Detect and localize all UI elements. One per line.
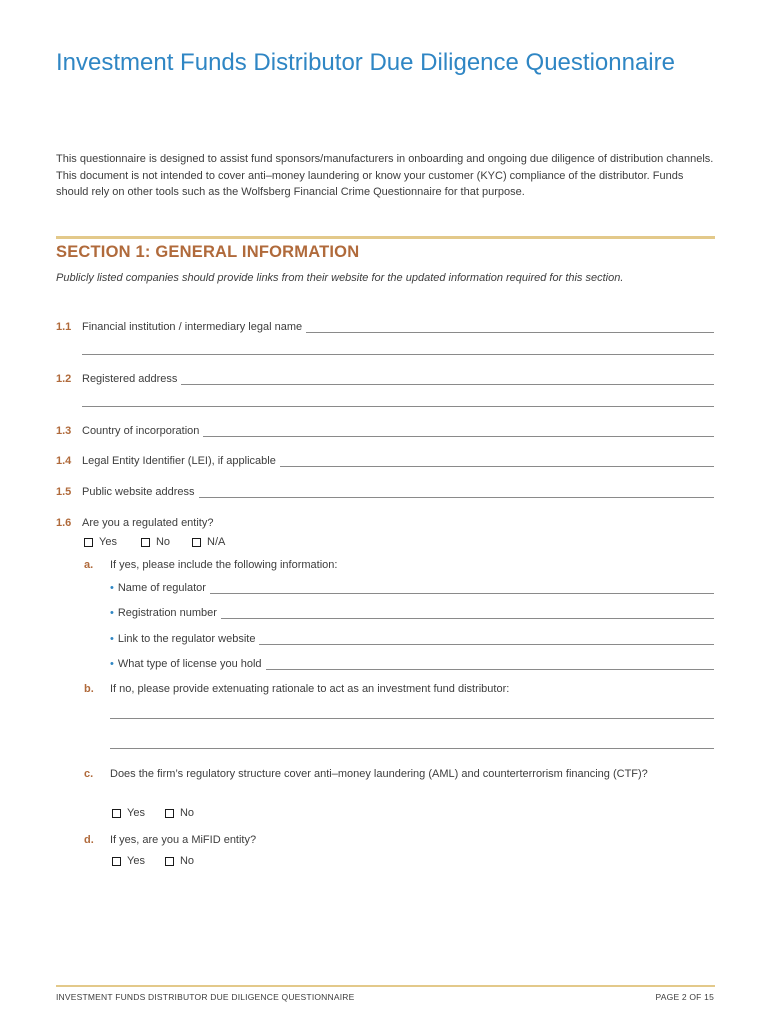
mifid-options (112, 853, 218, 869)
question-label: Registered address (82, 373, 178, 385)
bullet-icon: • (110, 633, 114, 645)
license-type-field[interactable] (266, 657, 714, 670)
license-type-row: • What type of license you hold (110, 654, 714, 670)
regulator-website-row: • Link to the regulator website (110, 629, 714, 645)
checkbox-icon[interactable] (112, 809, 121, 818)
question-1-6 (56, 513, 714, 529)
question-label: Legal Entity Identifier (LEI), if applicable (82, 455, 276, 467)
legal-name-field-line-2[interactable] (82, 354, 714, 355)
option-no[interactable]: No (165, 855, 194, 867)
regulator-website-field[interactable] (259, 632, 714, 645)
sub-question-c-text: Does the firm’s regulatory structure cover anti–money laundering (AML) and counterterrorism financing (CTF)? (110, 768, 648, 780)
checkbox-icon[interactable] (112, 857, 121, 866)
checkbox-icon[interactable] (192, 538, 201, 547)
checkbox-icon[interactable] (84, 538, 93, 547)
question-number: 1.2 (56, 373, 72, 385)
sub-question-letter-d: d. (84, 834, 94, 846)
document-title: Investment Funds Distributor Due Diligence Questionnaire (56, 49, 675, 76)
option-no[interactable]: No (141, 536, 170, 548)
sub-question-letter-c: c. (84, 768, 94, 780)
question-1-1 (56, 317, 714, 333)
option-yes[interactable]: Yes (84, 536, 117, 548)
checkbox-icon[interactable] (141, 538, 150, 547)
sub-question-letter-b: b. (84, 683, 94, 695)
question-1-3 (56, 421, 714, 437)
bullet-icon: • (110, 658, 114, 670)
question-label: Public website address (82, 486, 195, 498)
sub-question-letter-a: a. (84, 559, 94, 571)
aml-ctf-options (112, 805, 218, 821)
question-label: Country of incorporation (82, 425, 200, 437)
option-na[interactable]: N/A (192, 536, 225, 548)
footer-document-name: INVESTMENT FUNDS DISTRIBUTOR DUE DILIGENCE QUESTIONNAIRE (56, 992, 355, 1002)
question-1-5 (56, 482, 714, 498)
footer-divider (56, 985, 715, 987)
bullet-icon: • (110, 582, 114, 594)
question-1-2 (56, 369, 714, 385)
option-yes[interactable]: Yes (112, 855, 145, 867)
regulator-name-row: • Name of regulator (110, 578, 714, 594)
question-number: 1.4 (56, 455, 72, 467)
checkbox-icon[interactable] (165, 857, 174, 866)
question-1-4 (56, 451, 714, 467)
registration-number-row: • Registration number (110, 603, 714, 619)
question-number: 1.5 (56, 486, 72, 498)
lei-field[interactable] (280, 454, 714, 467)
regulated-entity-options (84, 534, 249, 550)
question-number: 1.1 (56, 321, 72, 333)
question-number: 1.3 (56, 425, 72, 437)
intro-paragraph: This questionnaire is designed to assist fund sponsors/manufacturers in onboarding and ongoing due diligence of distribution channels. This document is not intended to cover anti–money laundering or know your customer (KYC) compliance of the distributor. Funds should rely on other tools such as the Wolfsberg Financial Crime Questionnaire for that purpose. (56, 153, 714, 198)
sub-question-b-text: If no, please provide extenuating rationale to act as an investment fund distributor: (110, 683, 510, 695)
sub-question-a-text: If yes, please include the following information: (110, 559, 338, 571)
bullet-icon: • (110, 607, 114, 619)
registration-number-field[interactable] (221, 606, 714, 619)
rationale-field-line-2[interactable] (110, 748, 714, 749)
registered-address-field-line-2[interactable] (82, 406, 714, 407)
public-website-field[interactable] (199, 485, 714, 498)
option-yes[interactable]: Yes (112, 807, 145, 819)
registered-address-field[interactable] (181, 372, 714, 385)
checkbox-icon[interactable] (165, 809, 174, 818)
rationale-field-line-1[interactable] (110, 718, 714, 719)
section-heading: SECTION 1: GENERAL INFORMATION (56, 243, 360, 261)
section-note: Publicly listed companies should provide links from their website for the updated information required for this section. (56, 272, 624, 284)
sub-question-d-text: If yes, are you a MiFID entity? (110, 834, 257, 846)
country-of-incorporation-field[interactable] (203, 424, 714, 437)
regulator-name-field[interactable] (210, 581, 714, 594)
question-label: Financial institution / intermediary legal name (82, 321, 303, 333)
legal-name-field[interactable] (306, 320, 714, 333)
question-label: Are you a regulated entity? (82, 517, 214, 529)
section-divider (56, 236, 715, 239)
question-number: 1.6 (56, 517, 72, 529)
option-no[interactable]: No (165, 807, 194, 819)
footer-page-number: PAGE 2 OF 15 (655, 992, 714, 1002)
